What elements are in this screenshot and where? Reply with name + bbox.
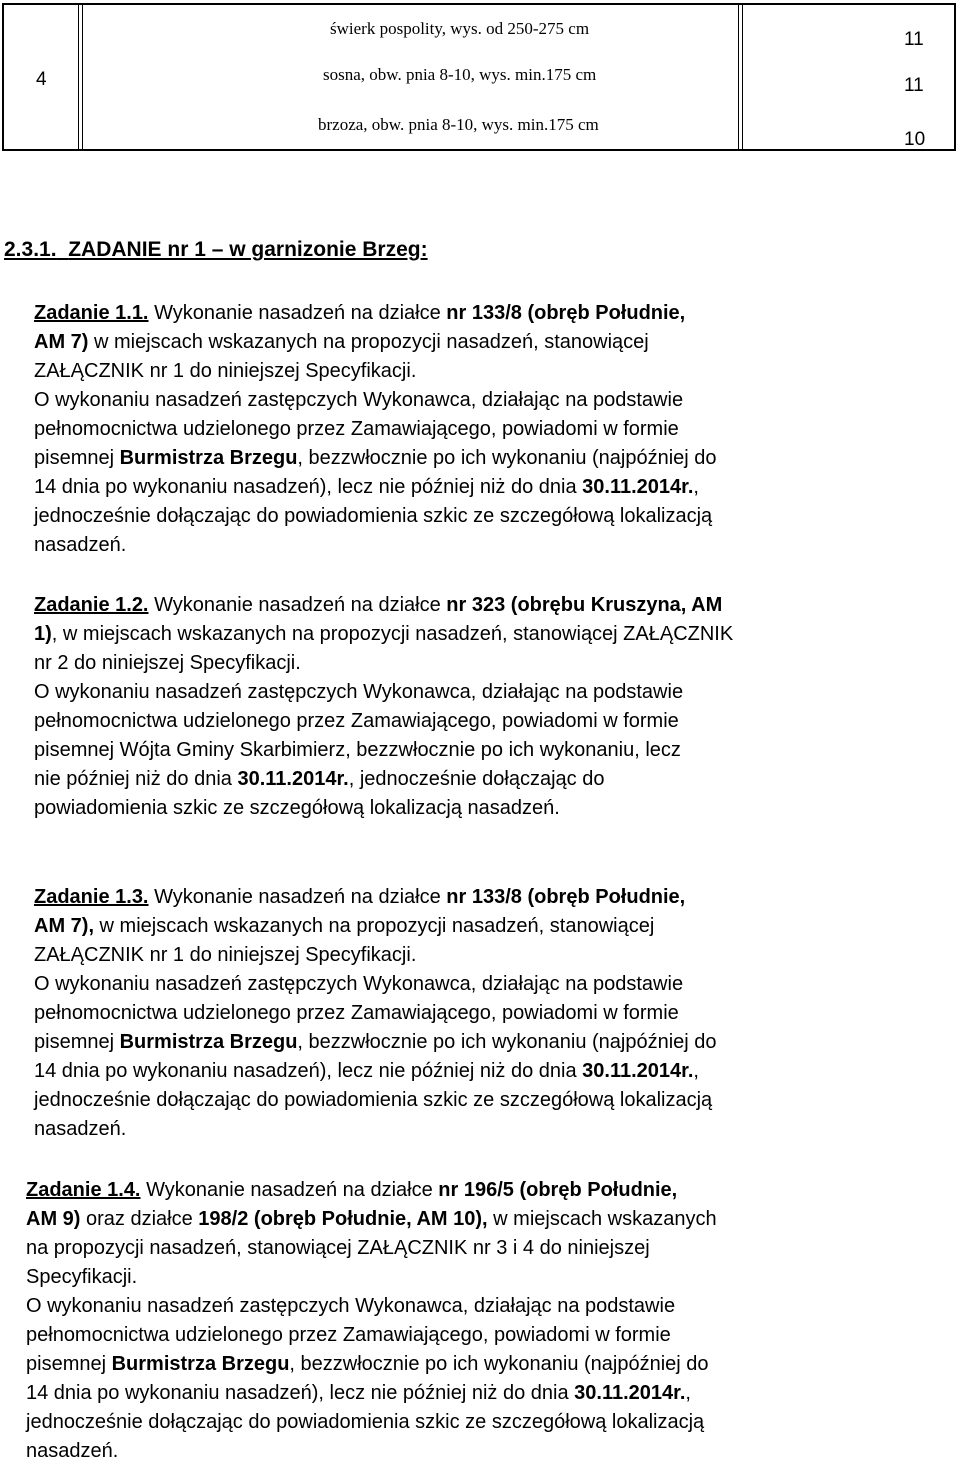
task-text: w miejscach wskazanych na propozycji nasadzeń, stanowiącej bbox=[88, 331, 649, 353]
task-text: O wykonaniu nasadzeń zastępczych Wykonawca, działając na podstawie bbox=[34, 681, 684, 703]
task-text: O wykonaniu nasadzeń zastępczych Wykonawca, działając na podstawie bbox=[34, 973, 684, 995]
task-text: , jednocześnie dołączając do bbox=[348, 768, 605, 790]
task-text: nr 323 (obrębu Kruszyna, AM bbox=[446, 594, 723, 616]
task-text: nr 2 do niniejszej Specyfikacji. bbox=[34, 652, 301, 674]
task-text: pełnomocnictwa udzielonego przez Zamawiającego, powiadomi w formie bbox=[34, 418, 679, 440]
task-text: AM 7), bbox=[34, 915, 94, 937]
task-line bbox=[26, 1205, 717, 1234]
task-line bbox=[26, 1350, 709, 1379]
task-text: , w miejscach wskazanych na propozycji nasadzeń, stanowiącej ZAŁĄCZNIK bbox=[51, 623, 734, 645]
task-text: AM 9) bbox=[26, 1208, 81, 1230]
plant-item: świerk pospolity, wys. od 250-275 cm bbox=[330, 19, 590, 38]
task-text: Burmistrza Brzegu bbox=[119, 1031, 298, 1053]
task-text: Burmistrza Brzegu bbox=[111, 1353, 290, 1375]
task-line bbox=[34, 736, 681, 765]
task-line bbox=[34, 328, 649, 357]
task-text: nr 133/8 (obręb Południe, bbox=[446, 886, 686, 908]
task-text: pełnomocnictwa udzielonego przez Zamawiającego, powiadomi w formie bbox=[26, 1324, 671, 1346]
task-text: 30.11.2014r. bbox=[582, 1060, 694, 1082]
task-text: 198/2 (obręb Południe, AM 10), bbox=[198, 1208, 488, 1230]
task-line bbox=[34, 941, 416, 970]
task-label: Zadanie 1.3. bbox=[34, 886, 149, 908]
task-line bbox=[34, 1057, 699, 1086]
task-text: oraz działce bbox=[80, 1208, 199, 1230]
task-line bbox=[26, 1437, 118, 1466]
task-text: , bbox=[685, 1382, 691, 1404]
task-line bbox=[26, 1234, 650, 1263]
task-line bbox=[34, 1028, 717, 1057]
task-line bbox=[34, 912, 654, 941]
task-line bbox=[34, 970, 683, 999]
task-line bbox=[34, 415, 679, 444]
task-line bbox=[34, 386, 683, 415]
task-text: , bezzwłocznie po ich wykonaniu (najpóźniej do bbox=[297, 447, 717, 469]
task-line bbox=[34, 765, 604, 794]
task-line bbox=[34, 473, 699, 502]
task-text: pisemnej Wójta Gminy Skarbimierz, bezzwłocznie po ich wykonaniu, lecz bbox=[34, 739, 681, 761]
task-text: Wykonanie nasadzeń na działce bbox=[146, 1179, 439, 1201]
plant-quantity: 10 bbox=[904, 129, 926, 150]
task-line bbox=[34, 999, 679, 1028]
task-text: pisemnej bbox=[34, 447, 120, 469]
table-divider bbox=[738, 3, 739, 151]
task-line bbox=[34, 794, 560, 823]
task-text: jednocześnie dołączając do powiadomienia szkic ze szczegółową lokalizacją bbox=[26, 1411, 705, 1433]
task-line bbox=[34, 707, 679, 736]
task-text: jednocześnie dołączając do powiadomienia szkic ze szczegółową lokalizacją bbox=[34, 1089, 713, 1111]
plant-quantity: 11 bbox=[904, 29, 924, 50]
task-label: Zadanie 1.1. bbox=[34, 302, 149, 324]
task-label: Zadanie 1.4. bbox=[26, 1179, 141, 1201]
task-label: Zadanie 1.2. bbox=[34, 594, 149, 616]
task-text: nasadzeń. bbox=[26, 1440, 119, 1462]
task-line bbox=[34, 620, 733, 649]
table-divider bbox=[742, 3, 743, 151]
task-text: , bezzwłocznie po ich wykonaniu (najpóźniej do bbox=[297, 1031, 717, 1053]
task-line bbox=[26, 1263, 137, 1292]
section-heading bbox=[4, 238, 428, 262]
task-text: , bbox=[693, 476, 699, 498]
task-line bbox=[34, 357, 416, 386]
table-divider bbox=[82, 3, 83, 151]
task-text: 30.11.2014r. bbox=[582, 476, 694, 498]
task-line bbox=[34, 531, 126, 560]
task-line bbox=[26, 1321, 671, 1350]
task-text: pisemnej bbox=[34, 1031, 120, 1053]
task-text: ZAŁĄCZNIK nr 1 do niniejszej Specyfikacji. bbox=[34, 360, 417, 382]
task-text: O wykonaniu nasadzeń zastępczych Wykonawca, działając na podstawie bbox=[26, 1295, 676, 1317]
section-number: 2.3.1. bbox=[4, 238, 57, 261]
task-text: 30.11.2014r. bbox=[574, 1382, 686, 1404]
task-text: 1) bbox=[34, 623, 52, 645]
task-line bbox=[34, 299, 685, 328]
task-text: ZAŁĄCZNIK nr 1 do niniejszej Specyfikacji. bbox=[34, 944, 417, 966]
task-line bbox=[34, 883, 685, 912]
task-text: nasadzeń. bbox=[34, 534, 127, 556]
task-line bbox=[34, 502, 712, 531]
task-text: nr 196/5 (obręb Południe, bbox=[438, 1179, 678, 1201]
row-number: 4 bbox=[36, 69, 47, 90]
task-text: nr 133/8 (obręb Południe, bbox=[446, 302, 686, 324]
task-text: Burmistrza Brzegu bbox=[119, 447, 298, 469]
task-text: pełnomocnictwa udzielonego przez Zamawiającego, powiadomi w formie bbox=[34, 1002, 679, 1024]
plant-item: sosna, obw. pnia 8-10, wys. min.175 cm bbox=[323, 65, 597, 84]
task-text: O wykonaniu nasadzeń zastępczych Wykonawca, działając na podstawie bbox=[34, 389, 684, 411]
task-text: pełnomocnictwa udzielonego przez Zamawiającego, powiadomi w formie bbox=[34, 710, 679, 732]
task-line bbox=[34, 444, 717, 473]
task-line bbox=[26, 1408, 704, 1437]
task-text: jednocześnie dołączając do powiadomienia szkic ze szczegółową lokalizacją bbox=[34, 505, 713, 527]
task-line bbox=[34, 678, 683, 707]
task-text: , bbox=[693, 1060, 699, 1082]
plant-item: brzoza, obw. pnia 8-10, wys. min.175 cm bbox=[318, 115, 599, 134]
plant-quantity: 11 bbox=[904, 75, 924, 96]
section-title: ZADANIE nr 1 – w garnizonie Brzeg: bbox=[68, 238, 428, 261]
task-line bbox=[26, 1379, 691, 1408]
task-line bbox=[26, 1292, 675, 1321]
task-text: Wykonanie nasadzeń na działce bbox=[154, 594, 447, 616]
task-text: 14 dnia po wykonaniu nasadzeń), lecz nie później niż do dnia bbox=[34, 1060, 583, 1082]
task-text: pisemnej bbox=[26, 1353, 112, 1375]
task-line bbox=[34, 1115, 126, 1144]
task-line bbox=[34, 649, 301, 678]
table-divider bbox=[78, 3, 79, 151]
task-text: AM 7) bbox=[34, 331, 89, 353]
plants-table bbox=[2, 3, 956, 151]
task-text: 14 dnia po wykonaniu nasadzeń), lecz nie później niż do dnia bbox=[26, 1382, 575, 1404]
task-line bbox=[34, 591, 722, 620]
task-text: w miejscach wskazanych na propozycji nasadzeń, stanowiącej bbox=[94, 915, 655, 937]
task-line bbox=[34, 1086, 712, 1115]
task-text: w miejscach wskazanych bbox=[487, 1208, 717, 1230]
task-text: Wykonanie nasadzeń na działce bbox=[154, 886, 447, 908]
task-text: na propozycji nasadzeń, stanowiącej ZAŁĄCZNIK nr 3 i 4 do niniejszej bbox=[26, 1237, 650, 1259]
task-text: nie później niż do dnia bbox=[34, 768, 238, 790]
task-text: Specyfikacji. bbox=[26, 1266, 138, 1288]
task-text: Wykonanie nasadzeń na działce bbox=[154, 302, 447, 324]
task-text: 30.11.2014r. bbox=[237, 768, 349, 790]
task-text: nasadzeń. bbox=[34, 1118, 127, 1140]
task-text: powiadomienia szkic ze szczegółową lokalizacją nasadzeń. bbox=[34, 797, 560, 819]
task-line bbox=[26, 1176, 677, 1205]
task-text: 14 dnia po wykonaniu nasadzeń), lecz nie później niż do dnia bbox=[34, 476, 583, 498]
task-text: , bezzwłocznie po ich wykonaniu (najpóźniej do bbox=[289, 1353, 709, 1375]
